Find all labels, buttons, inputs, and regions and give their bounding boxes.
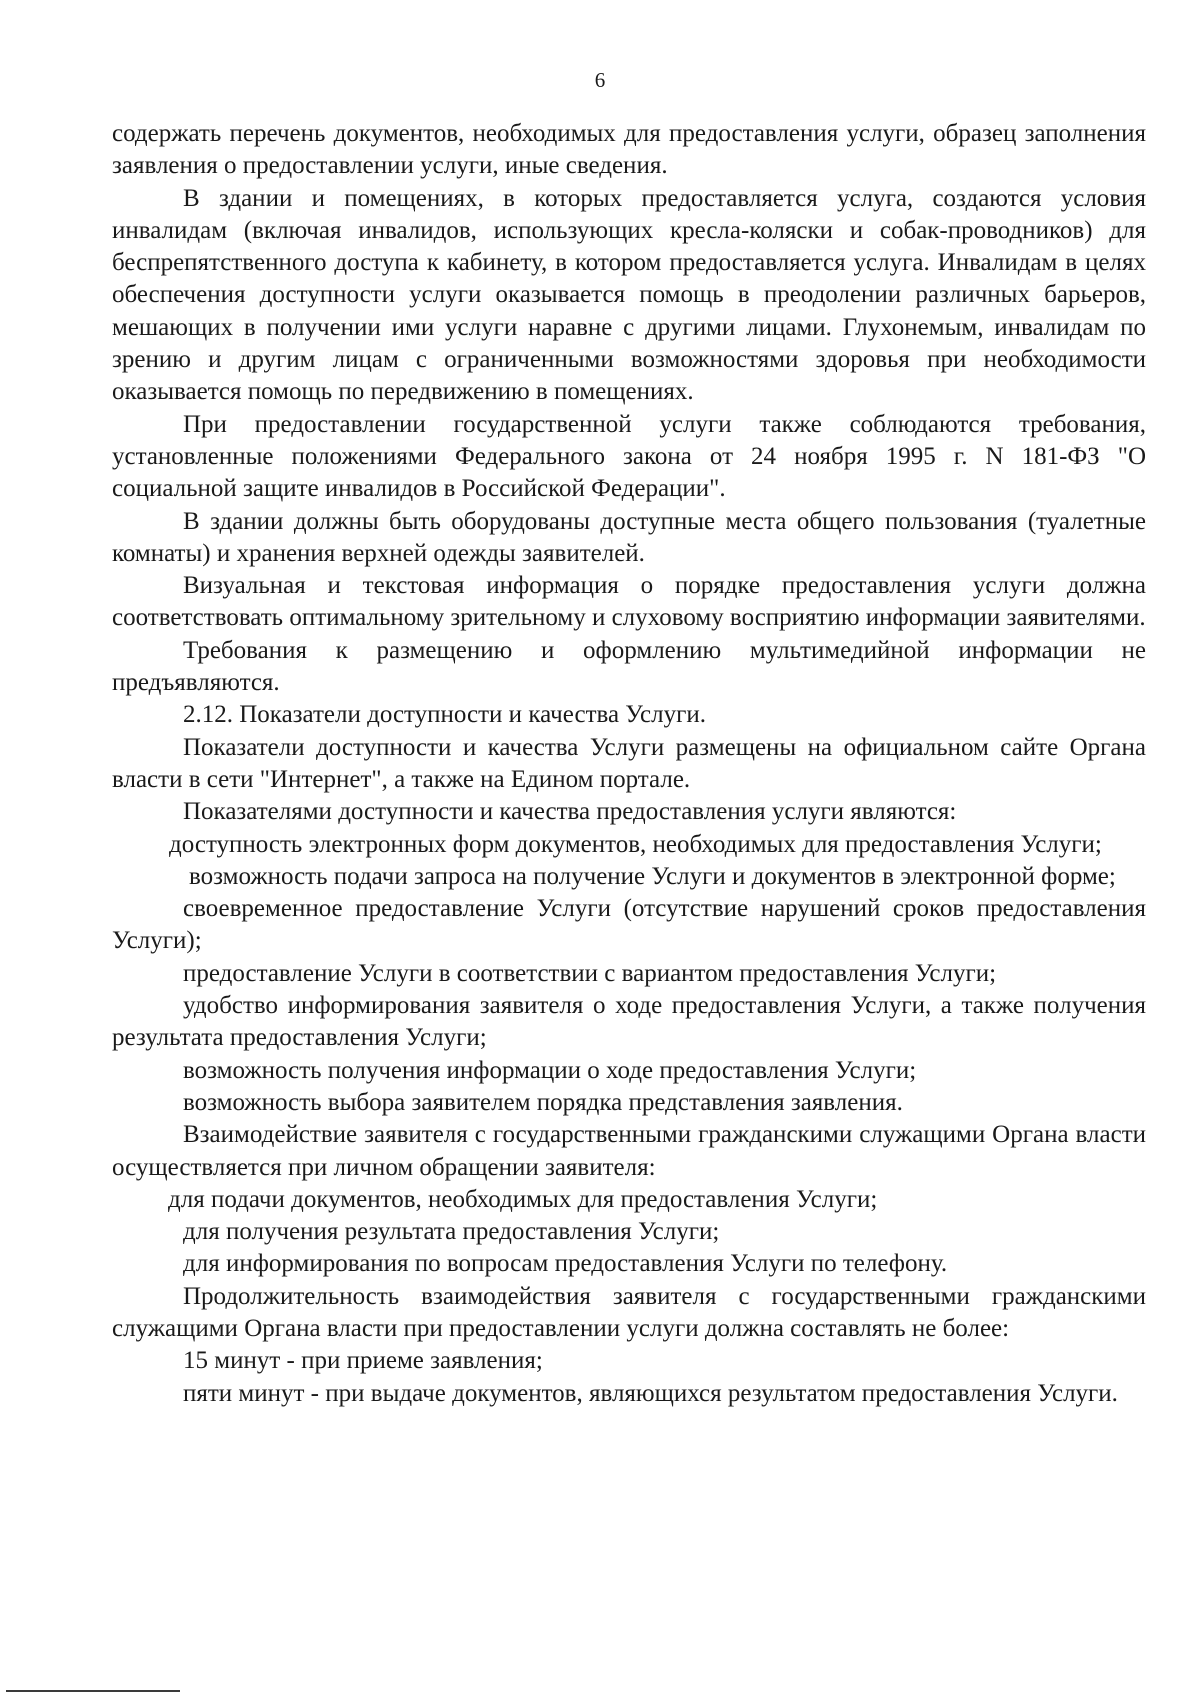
list-item-notification-convenience: удобство информирования заявителя о ходе предоставления Услуги, а также получения результата предоставления Услуги;	[112, 992, 1146, 1052]
list-item-electronic-forms: доступность электронных форм документов, необходимых для предоставления Услуги;	[169, 830, 1102, 858]
paragraph-multimedia-requirements: Требования к размещению и оформлению мультимедийной информации не предъявляются.	[112, 636, 1146, 697]
paragraph-interaction-duration: Продолжительность взаимодействия заявителя с государственными гражданскими служащими Органа власти при предоставлении услуги должна составлять не более:	[112, 1282, 1146, 1342]
list-item-provision-variant: предоставление Услуги в соответствии с вариантом предоставления Услуги;	[183, 959, 997, 987]
paragraph-indicators-intro: Показателями доступности и качества предоставления услуги являются:	[183, 798, 957, 826]
list-item-issuance-time: пяти минут - при выдаче документов, являющихся результатом предоставления Услуги.	[183, 1379, 1118, 1407]
list-item-submission-choice: возможность выбора заявителем порядка представления заявления.	[183, 1088, 903, 1116]
list-item-application-time: 15 минут - при приеме заявления;	[183, 1347, 543, 1375]
page-number: 6	[594, 68, 606, 92]
paragraph-indicators-published: Показатели доступности и качества Услуги размещены на официальном сайте Органа власти в сети "Интернет", а также на Едином портале.	[112, 733, 1146, 793]
paragraph-visual-information: Визуальная и текстовая информация о порядке предоставления услуги должна соответствовать оптимальному зрительному и слуховому восприятию информации заявителями.	[112, 572, 1146, 632]
paragraph-public-facilities: В здании должны быть оборудованы доступные места общего пользования (туалетные комнаты) и хранения верхней одежды заявителей.	[112, 507, 1146, 567]
document-body	[112, 118, 1146, 1410]
footer-divider	[6, 1690, 180, 1692]
list-item-timely-provision: своевременное предоставление Услуги (отсутствие нарушений сроков предоставления Услуги);	[112, 895, 1146, 955]
list-item-progress-information: возможность получения информации о ходе предоставления Услуги;	[183, 1056, 917, 1084]
list-item-receive-result: для получения результата предоставления Услуги;	[183, 1218, 720, 1246]
paragraph-continuation: содержать перечень документов, необходимых для предоставления услуги, образец заполнения заявления о предоставлении услуги, иные сведения.	[112, 120, 1146, 180]
paragraph-accessibility-conditions: В здании и помещениях, в которых предоставляется услуга, создаются условия инвалидам (включая инвалидов, использующих кресла-коляски и собак-проводников) для беспрепятственного доступа к кабинету, в котором предоставляется услуга. Инвалидам в целях обеспечения доступности услуги оказывается помощь в преодолении различных барьеров, мешающих в получении ими услуги наравне с другими лицами. Глухонемым, инвалидам по зрению и другим лицам с ограниченными возможностями здоровья при необходимости оказывается помощь по передвижению в помещениях.	[112, 184, 1146, 406]
paragraph-federal-law-requirements: При предоставлении государственной услуги также соблюдаются требования, установленные положениями Федерального закона от 24 ноября 1995 г. N 181-ФЗ "О социальной защите инвалидов в Российской Федерации".	[112, 410, 1146, 503]
section-heading-2-12: 2.12. Показатели доступности и качества Услуги.	[183, 701, 706, 729]
list-item-submit-documents: для подачи документов, необходимых для предоставления Услуги;	[168, 1185, 878, 1213]
paragraph-interaction-with-officials: Взаимодействие заявителя с государственными гражданскими служащими Органа власти осуществляется при личном обращении заявителя:	[112, 1121, 1146, 1181]
list-item-electronic-request: возможность подачи запроса на получение Услуги и документов в электронной форме;	[189, 862, 1116, 890]
list-item-phone-information: для информирования по вопросам предоставления Услуги по телефону.	[183, 1250, 948, 1278]
